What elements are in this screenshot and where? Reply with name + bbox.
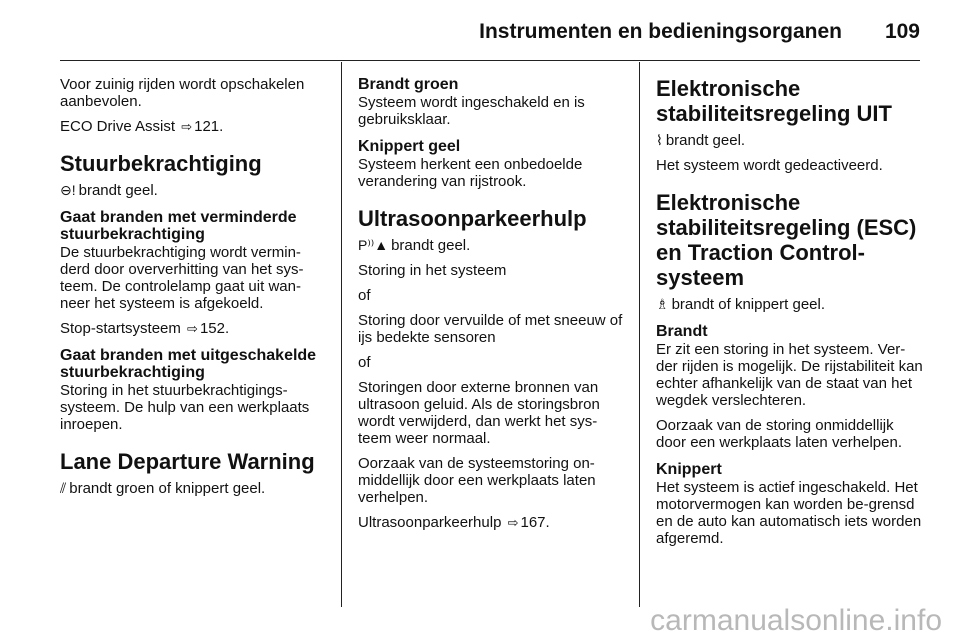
ultrasonic-ref-page: 167. xyxy=(520,514,550,531)
lane-indicator-line xyxy=(60,480,328,497)
heading-esc-off: Elektronische stabiliteitsregeling UIT xyxy=(656,76,892,126)
heading-steering-off: Gaat branden met uitgeschakelde stuurbekrachtiging xyxy=(60,347,317,381)
paragraph-external-sources: Storingen door externe bronnen van ultrasoon geluid. Als de storingsbron wordt verwijderd, dan werkt het sys-teem weer normaal. xyxy=(358,379,600,447)
lane-status: brandt groen of knippert geel. xyxy=(69,480,266,497)
watermark-text: carmanualsonline.info xyxy=(650,604,942,637)
steering-status: brandt geel. xyxy=(78,182,158,199)
esc-off-indicator-line xyxy=(656,132,924,149)
paragraph-reduced-steering: De stuurbekrachtiging wordt vermin-derd door oververhitting van het sys-teem. De controlelamp gaat uit wan-neer het systeem is afgekoeld. xyxy=(60,244,304,312)
heading-esc: Elektronische stabiliteitsregeling (ESC) en Traction Control-systeem xyxy=(656,190,917,290)
page-number: 109 xyxy=(884,20,920,43)
paragraph-stopstart-ref xyxy=(60,320,328,337)
paragraph-lit: Er zit een storing in het systeem. Ver-der rijden is mogelijk. De rijstabiliteit kan echter afhankelijk van de staat van het wegdek verslechteren. xyxy=(656,341,923,409)
column-2 xyxy=(358,76,626,539)
paragraph-deactivated: Het systeem wordt gedeactiveerd. xyxy=(656,157,883,174)
page-ref-arrow-icon: ⇨ xyxy=(507,515,519,530)
heading-lit-green: Brandt groen xyxy=(358,76,459,93)
section-title: Instrumenten en bedieningsorganen xyxy=(479,20,842,43)
paragraph-dirty-sensors: Storing door vervuilde of met sneeuw of ijs bedekte sensoren xyxy=(358,312,623,346)
paragraph-lit-green: Systeem wordt ingeschakeld en is gebruiksklaar. xyxy=(358,94,585,128)
stopstart-ref-text: Stop-startsysteem xyxy=(60,320,181,337)
page-ref-arrow-icon: ⇨ xyxy=(181,119,193,134)
esc-status: brandt of knippert geel. xyxy=(671,296,825,313)
ultrasonic-status: brandt geel. xyxy=(391,237,471,254)
heading-flash-yellow: Knippert geel xyxy=(358,138,461,155)
paragraph-lit-2: Oorzaak van de storing onmiddellijk door een werkplaats laten verhelpen. xyxy=(656,417,902,451)
stopstart-ref-page: 152. xyxy=(199,320,230,337)
heading-steering: Stuurbekrachtiging xyxy=(60,151,262,176)
eco-ref-text: ECO Drive Assist xyxy=(60,118,176,135)
steering-indicator-line xyxy=(60,182,328,199)
ultrasonic-ref-text: Ultrasoonparkeerhulp xyxy=(358,514,502,531)
paragraph-eco-ref xyxy=(60,118,328,135)
paragraph-flash-yellow: Systeem herkent een onbedoelde verandering van rijstrook. xyxy=(358,156,583,190)
column-1 xyxy=(60,76,328,505)
paragraph-fault: Storing in het systeem xyxy=(358,262,507,279)
esc-skid-icon: ♗ xyxy=(656,296,669,312)
esc-indicator-line xyxy=(656,296,924,313)
heading-reduced-steering: Gaat branden met verminderde stuurbekrachtiging xyxy=(60,209,297,243)
paragraph-cause: Oorzaak van de systeemstoring on-middellijk door een werkplaats laten verhelpen. xyxy=(358,455,596,506)
header-rule xyxy=(60,60,920,61)
esc-off-icon: ⌇ xyxy=(656,132,663,148)
esc-off-status: brandt geel. xyxy=(665,132,746,149)
paragraph-or-1: of xyxy=(358,287,371,304)
heading-lit: Brandt xyxy=(656,323,708,340)
lane-departure-icon: ⫽ xyxy=(60,480,67,496)
eco-ref-page: 121. xyxy=(194,118,224,135)
ultrasonic-indicator-line xyxy=(358,237,626,254)
paragraph-eco-shift: Voor zuinig rijden wordt opschakelen aanbevolen. xyxy=(60,76,305,110)
page-ref-arrow-icon: ⇨ xyxy=(187,321,198,336)
steering-warning-icon: ⊖! xyxy=(60,182,76,198)
column-3 xyxy=(656,76,924,555)
paragraph-or-2: of xyxy=(358,354,371,371)
heading-ultrasonic: Ultrasoonparkeerhulp xyxy=(358,206,587,231)
paragraph-flash: Het systeem is actief ingeschakeld. Het motorvermogen kan worden be-grensd en de auto kan automatisch iets worden afgeremd. xyxy=(656,479,922,547)
parking-sensor-icon: P⁾⁾▲ xyxy=(358,237,389,253)
paragraph-steering-off: Storing in het stuurbekrachtigings-systeem. De hulp van een werkplaats inroepen. xyxy=(60,382,310,433)
page-header xyxy=(0,0,960,62)
paragraph-ultrasonic-ref xyxy=(358,514,626,531)
heading-flash: Knippert xyxy=(656,461,722,478)
column-divider-left xyxy=(341,62,342,607)
column-divider-right xyxy=(639,62,640,607)
heading-lane-departure: Lane Departure Warning xyxy=(60,449,315,474)
